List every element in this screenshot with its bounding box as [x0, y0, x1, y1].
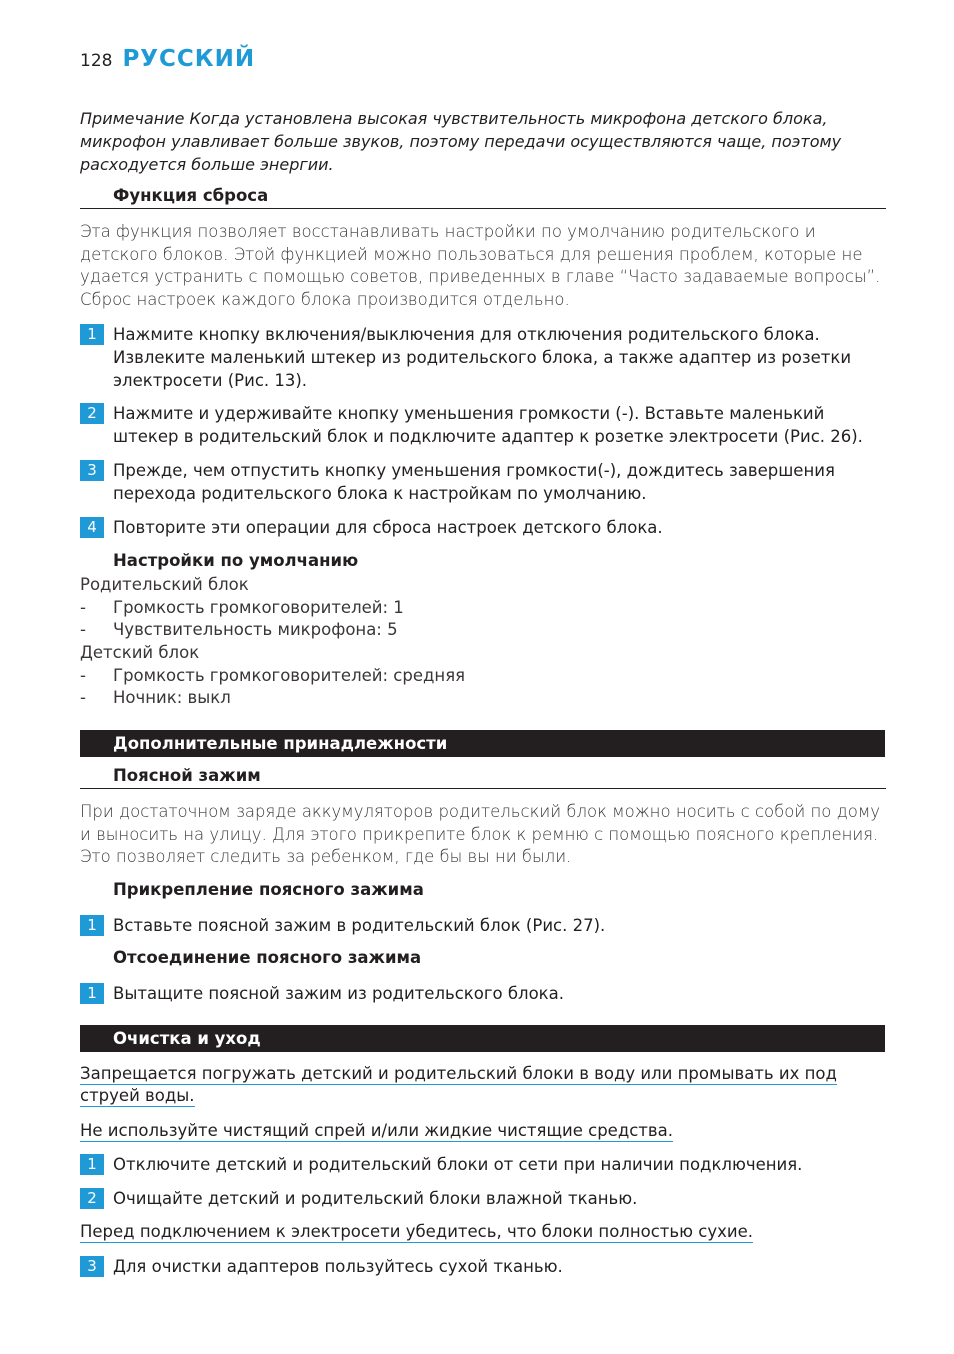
step-number: 3: [80, 1256, 104, 1277]
step-number: 4: [80, 517, 104, 538]
reset-intro: Эта функция позволяет восстанавливать настройки по умолчанию родительского и детского блоков. Этой функцией можно пользоваться для решения проблем, которые не удается устранить с помощью советов, приведенных в главе “Часто задаваемые вопросы”. Сброс настроек каждого блока производится отдельно.: [80, 222, 881, 309]
cleaning-heading: Очистка и уход: [80, 1025, 885, 1052]
language-title: РУССКИЙ: [122, 46, 256, 72]
cleaning-step-2: [80, 1187, 886, 1210]
list-item: - Громкость громкоговорителей: средняя: [80, 666, 466, 685]
reset-step-4: [80, 516, 886, 539]
step-text: Вставьте поясной зажим в родительский блок (Рис. 27).: [113, 916, 606, 935]
reset-heading: Функция сброса: [80, 186, 886, 209]
belt-clip-intro: При достаточном заряде аккумуляторов родительский блок можно носить с собой по дому и выносить на улицу. Для этого прикрепите блок к ремню с помощью поясного крепления. Это позволяет следить за ребенком, где бы вы ни были.: [80, 802, 881, 866]
step-text: Для очистки адаптеров пользуйтесь сухой тканью.: [113, 1257, 563, 1276]
warning-1: Запрещается погружать детский и родительский блоки в воду или промывать их под струей воды.: [80, 1064, 837, 1105]
reset-step-1: [80, 323, 886, 392]
step-text: Повторите эти операции для сброса настроек детского блока.: [113, 518, 663, 537]
step-text: Нажмите и удерживайте кнопку уменьшения громкости (-). Вставьте маленький штекер в родительский блок и подключите адаптер к розетке электросети (Рис. 26).: [113, 404, 863, 446]
list-item: - Чувствительность микрофона: 5: [80, 620, 398, 639]
warning-2: Не используйте чистящий спрей и/или жидкие чистящие средства.: [80, 1121, 674, 1140]
baby-unit-label: Детский блок: [80, 643, 200, 662]
step-text: Отключите детский и родительский блоки от сети при наличии подключения.: [113, 1155, 803, 1174]
warning-3: Перед подключением к электросети убедитесь, что блоки полностью сухие.: [80, 1222, 753, 1241]
belt-clip-heading: Поясной зажим: [80, 766, 886, 789]
step-number: 1: [80, 983, 104, 1004]
step-text: Нажмите кнопку включения/выключения для отключения родительского блока. Извлеките маленький штекер из родительского блока, а также адаптер из розетки электросети (Рис. 13).: [113, 325, 852, 390]
step-number: 2: [80, 403, 104, 424]
note-text: Примечание Когда установлена высокая чувствительность микрофона детского блока, микрофон улавливает больше звуков, поэтому передачи осуществляются чаще, поэтому расходуется больше энергии.: [80, 109, 842, 174]
step-number: 1: [80, 1154, 104, 1175]
list-item: - Ночник: выкл: [80, 688, 231, 707]
reset-step-3: [80, 459, 886, 505]
page-header: [80, 46, 255, 72]
step-number: 1: [80, 324, 104, 345]
step-number: 1: [80, 915, 104, 936]
step-text: Прежде, чем отпустить кнопку уменьшения громкости(-), дождитесь завершения перехода родительского блока к настройкам по умолчанию.: [113, 461, 835, 503]
step-text: Очищайте детский и родительский блоки влажной тканью.: [113, 1189, 638, 1208]
cleaning-step-3: [80, 1255, 886, 1278]
step-number: 2: [80, 1188, 104, 1209]
list-item: - Громкость громкоговорителей: 1: [80, 598, 404, 617]
detach-clip-heading: Отсоединение поясного зажима: [113, 948, 422, 967]
step-text: Вытащите поясной зажим из родительского блока.: [113, 984, 564, 1003]
defaults-heading: Настройки по умолчанию: [113, 551, 359, 570]
page-number: 128: [80, 51, 113, 71]
detach-step-1: [80, 982, 886, 1005]
cleaning-step-1: [80, 1153, 886, 1176]
accessories-heading: Дополнительные принадлежности: [80, 730, 885, 757]
attach-step-1: [80, 914, 886, 937]
step-number: 3: [80, 460, 104, 481]
attach-clip-heading: Прикрепление поясного зажима: [113, 880, 424, 899]
parent-unit-label: Родительский блок: [80, 575, 249, 594]
reset-step-2: [80, 402, 886, 448]
